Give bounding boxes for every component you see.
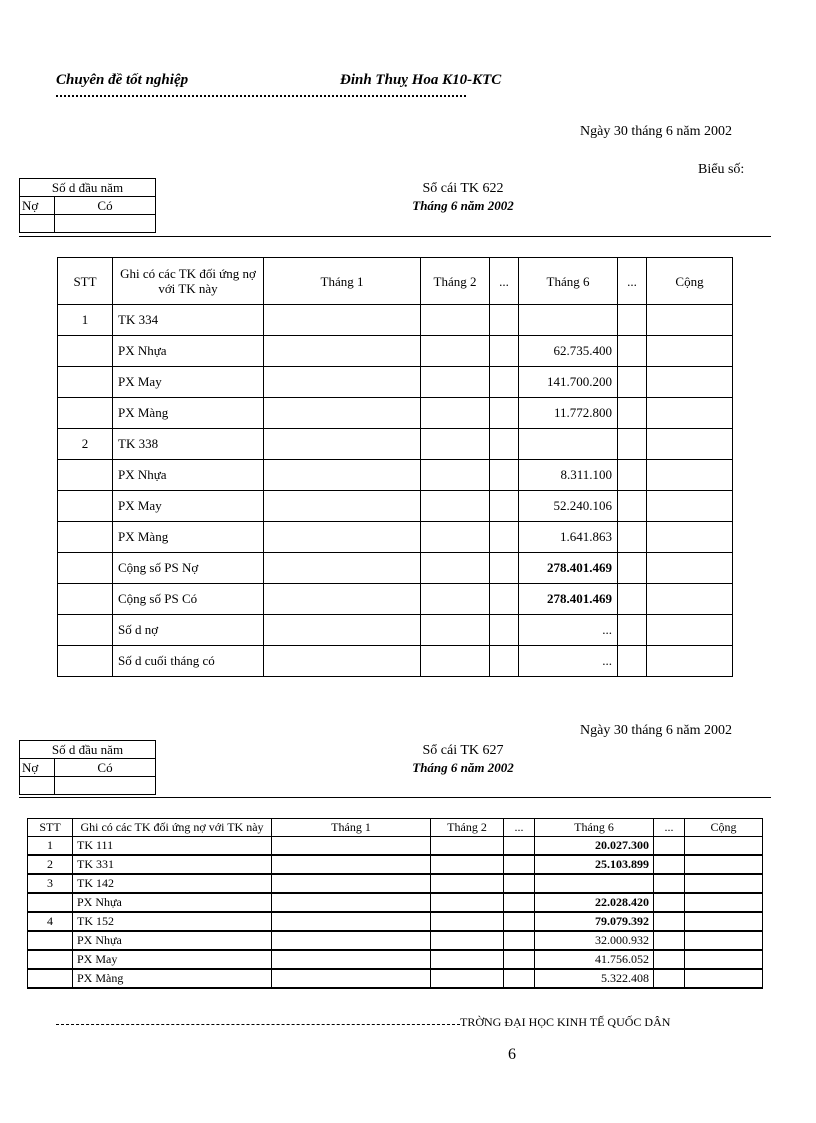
col-stt: STT <box>28 819 73 837</box>
col-account: Ghi có các TK đối ứng nợ với TK này <box>73 819 272 837</box>
row-ellipsis2 <box>618 367 647 398</box>
row-month2 <box>431 931 504 950</box>
row-ellipsis2 <box>618 646 647 677</box>
row-ellipsis2 <box>618 460 647 491</box>
row-month2 <box>421 553 490 584</box>
row-month6: 8.311.100 <box>519 460 618 491</box>
row-ellipsis1 <box>490 522 519 553</box>
row-total <box>647 305 733 336</box>
row-stt <box>58 336 113 367</box>
credit-header: Có <box>55 759 156 777</box>
opening-balance-table <box>19 178 156 233</box>
col-ellipsis2: ... <box>618 258 647 305</box>
row-account: TK 338 <box>113 429 264 460</box>
col-total: Cộng <box>685 819 763 837</box>
row-month1 <box>264 305 421 336</box>
row-stt <box>58 553 113 584</box>
col-account: Ghi có các TK đối ứng nợ với TK này <box>113 258 264 305</box>
row-ellipsis1 <box>490 336 519 367</box>
row-ellipsis1 <box>490 646 519 677</box>
row-total <box>685 874 763 893</box>
row-month1 <box>264 615 421 646</box>
row-month2 <box>421 460 490 491</box>
row-month1 <box>272 874 431 893</box>
row-month2 <box>431 855 504 874</box>
row-month6: 11.772.800 <box>519 398 618 429</box>
table-row <box>58 491 733 522</box>
row-ellipsis1 <box>490 305 519 336</box>
row-stt <box>58 491 113 522</box>
row-account: PX Màng <box>113 398 264 429</box>
row-ellipsis2 <box>618 491 647 522</box>
row-account: TK 111 <box>73 837 272 856</box>
credit-value <box>55 777 156 795</box>
row-month6: 22.028.420 <box>535 893 654 912</box>
section2-rule <box>19 797 771 798</box>
row-month1 <box>264 584 421 615</box>
header-dotted-line <box>56 95 466 97</box>
table-row <box>28 874 763 893</box>
col-total: Cộng <box>647 258 733 305</box>
col-ellipsis1: ... <box>490 258 519 305</box>
debit-header: Nợ <box>20 759 55 777</box>
row-ellipsis1 <box>490 553 519 584</box>
row-month6: 52.240.106 <box>519 491 618 522</box>
row-month1 <box>272 950 431 969</box>
footer-institution: TRỜNG ĐẠI HỌC KINH TẾ QUỐC DÂN <box>460 1015 671 1029</box>
row-total <box>647 522 733 553</box>
row-month6: ... <box>519 615 618 646</box>
row-month1 <box>264 491 421 522</box>
row-account: Cộng số PS Có <box>113 584 264 615</box>
table-row <box>28 855 763 874</box>
ledger-title-block-2 <box>380 742 546 776</box>
row-month1 <box>272 969 431 988</box>
row-account: PX Màng <box>73 969 272 988</box>
ledger-title: Sổ cái TK 627 <box>422 743 504 758</box>
row-total <box>647 491 733 522</box>
form-number-label: Biểu số: <box>698 162 745 177</box>
col-stt: STT <box>58 258 113 305</box>
row-month2 <box>421 398 490 429</box>
credit-header: Có <box>55 197 156 215</box>
row-total <box>685 837 763 856</box>
ledger-subtitle: Tháng 6 năm 2002 <box>412 760 514 775</box>
row-ellipsis1 <box>504 912 535 931</box>
table-header-row <box>28 819 763 837</box>
row-month2 <box>421 367 490 398</box>
col-ellipsis1: ... <box>504 819 535 837</box>
row-ellipsis2 <box>618 522 647 553</box>
row-stt <box>28 969 73 988</box>
table-row <box>58 522 733 553</box>
table-row <box>28 837 763 856</box>
row-month6: 32.000.932 <box>535 931 654 950</box>
row-total <box>685 969 763 988</box>
debit-value <box>20 215 55 233</box>
row-stt: 1 <box>28 837 73 856</box>
footer-dashed-line <box>56 1024 460 1025</box>
row-ellipsis2 <box>618 305 647 336</box>
row-account: PX Nhựa <box>113 460 264 491</box>
section2-date: Ngày 30 tháng 6 năm 2002 <box>580 723 733 738</box>
table-row <box>58 460 733 491</box>
row-month2 <box>431 950 504 969</box>
row-month2 <box>421 584 490 615</box>
row-month6: 62.735.400 <box>519 336 618 367</box>
table-row <box>28 931 763 950</box>
debit-value <box>20 777 55 795</box>
row-stt <box>28 931 73 950</box>
col-ellipsis2: ... <box>654 819 685 837</box>
document-header-left: Chuyên đề tốt nghiệp <box>56 72 189 88</box>
section1-rule <box>19 236 771 237</box>
row-ellipsis1 <box>490 491 519 522</box>
table-row <box>58 398 733 429</box>
row-ellipsis2 <box>654 931 685 950</box>
row-ellipsis1 <box>490 429 519 460</box>
row-ellipsis2 <box>654 837 685 856</box>
row-total <box>647 553 733 584</box>
table-row <box>58 615 733 646</box>
section1-date: Ngày 30 tháng 6 năm 2002 <box>580 124 733 139</box>
col-month2: Tháng 2 <box>431 819 504 837</box>
row-ellipsis2 <box>654 950 685 969</box>
row-ellipsis1 <box>490 584 519 615</box>
row-stt: 1 <box>58 305 113 336</box>
table-row <box>58 367 733 398</box>
row-total <box>647 429 733 460</box>
row-month2 <box>421 336 490 367</box>
row-total <box>647 367 733 398</box>
row-month6: 141.700.200 <box>519 367 618 398</box>
row-account: PX May <box>73 950 272 969</box>
row-ellipsis2 <box>654 874 685 893</box>
row-month2 <box>431 893 504 912</box>
row-ellipsis1 <box>504 931 535 950</box>
row-month2 <box>421 305 490 336</box>
row-ellipsis2 <box>618 553 647 584</box>
debit-header: Nợ <box>20 197 55 215</box>
row-month1 <box>264 398 421 429</box>
row-account: Cộng số PS Nợ <box>113 553 264 584</box>
row-account: TK 334 <box>113 305 264 336</box>
row-account: PX Màng <box>113 522 264 553</box>
row-account: PX May <box>113 491 264 522</box>
row-stt <box>58 398 113 429</box>
row-month2 <box>421 615 490 646</box>
row-total <box>685 931 763 950</box>
row-month1 <box>264 429 421 460</box>
table-row <box>28 969 763 988</box>
row-ellipsis1 <box>490 460 519 491</box>
document-header-right: Đinh Thuỵ Hoa K10-KTC <box>340 72 502 88</box>
row-month1 <box>264 367 421 398</box>
row-month1 <box>264 460 421 491</box>
row-ellipsis2 <box>654 893 685 912</box>
row-month2 <box>421 522 490 553</box>
row-stt <box>58 460 113 491</box>
row-month1 <box>272 893 431 912</box>
table-row <box>28 893 763 912</box>
row-ellipsis1 <box>504 855 535 874</box>
row-month1 <box>264 336 421 367</box>
col-month1: Tháng 1 <box>264 258 421 305</box>
row-month6: 79.079.392 <box>535 912 654 931</box>
credit-value <box>55 215 156 233</box>
row-month6: 1.641.863 <box>519 522 618 553</box>
ledger-title: Sổ cái TK 622 <box>422 181 504 196</box>
row-account: PX Nhựa <box>113 336 264 367</box>
row-ellipsis1 <box>504 837 535 856</box>
table-row <box>58 336 733 367</box>
row-account: PX Nhựa <box>73 931 272 950</box>
row-month6: 5.322.408 <box>535 969 654 988</box>
row-month6 <box>535 874 654 893</box>
table-row <box>28 950 763 969</box>
row-month6: ... <box>519 646 618 677</box>
row-month6: 20.027.300 <box>535 837 654 856</box>
table-row <box>58 553 733 584</box>
row-month6: 25.103.899 <box>535 855 654 874</box>
opening-balance-title: Số d đầu năm <box>20 179 156 197</box>
table-row <box>58 305 733 336</box>
table-row <box>58 584 733 615</box>
row-ellipsis1 <box>504 893 535 912</box>
row-stt: 4 <box>28 912 73 931</box>
row-total <box>647 460 733 491</box>
row-month1 <box>272 837 431 856</box>
row-account: PX Nhựa <box>73 893 272 912</box>
row-month1 <box>272 912 431 931</box>
row-stt <box>28 950 73 969</box>
row-stt <box>58 646 113 677</box>
row-month1 <box>264 646 421 677</box>
row-month2 <box>431 874 504 893</box>
ledger-title-block <box>380 180 546 214</box>
row-ellipsis1 <box>504 874 535 893</box>
row-month2 <box>421 429 490 460</box>
row-month6 <box>519 429 618 460</box>
row-ellipsis2 <box>654 912 685 931</box>
row-total <box>647 398 733 429</box>
row-ellipsis2 <box>654 855 685 874</box>
ledger-subtitle: Tháng 6 năm 2002 <box>412 198 514 213</box>
col-month2: Tháng 2 <box>421 258 490 305</box>
row-month6: 41.756.052 <box>535 950 654 969</box>
row-stt <box>58 584 113 615</box>
ledger-table-622 <box>57 257 733 677</box>
row-ellipsis2 <box>618 429 647 460</box>
table-row <box>28 912 763 931</box>
row-account: TK 152 <box>73 912 272 931</box>
row-stt: 2 <box>58 429 113 460</box>
row-ellipsis1 <box>504 950 535 969</box>
row-stt <box>58 522 113 553</box>
row-stt: 3 <box>28 874 73 893</box>
row-total <box>647 336 733 367</box>
row-ellipsis1 <box>490 398 519 429</box>
row-stt <box>28 893 73 912</box>
row-month1 <box>264 522 421 553</box>
row-month1 <box>272 855 431 874</box>
row-ellipsis1 <box>504 969 535 988</box>
row-month6: 278.401.469 <box>519 553 618 584</box>
row-total <box>685 893 763 912</box>
row-stt <box>58 615 113 646</box>
row-month6: 278.401.469 <box>519 584 618 615</box>
row-total <box>647 615 733 646</box>
opening-balance-table-2 <box>19 740 156 795</box>
row-ellipsis1 <box>490 367 519 398</box>
row-month1 <box>264 553 421 584</box>
row-month2 <box>421 646 490 677</box>
row-stt: 2 <box>28 855 73 874</box>
row-ellipsis2 <box>618 336 647 367</box>
row-month2 <box>431 837 504 856</box>
row-total <box>647 646 733 677</box>
table-row <box>58 646 733 677</box>
table-row <box>58 429 733 460</box>
row-total <box>685 912 763 931</box>
row-month2 <box>431 969 504 988</box>
row-stt <box>58 367 113 398</box>
row-account: Số d cuối tháng có <box>113 646 264 677</box>
col-month6: Tháng 6 <box>519 258 618 305</box>
ledger-table-627 <box>27 818 763 989</box>
row-month2 <box>421 491 490 522</box>
row-month2 <box>431 912 504 931</box>
row-account: TK 142 <box>73 874 272 893</box>
row-ellipsis1 <box>490 615 519 646</box>
row-account: TK 331 <box>73 855 272 874</box>
opening-balance-title: Số d đầu năm <box>20 741 156 759</box>
row-ellipsis2 <box>654 969 685 988</box>
row-total <box>685 950 763 969</box>
row-month6 <box>519 305 618 336</box>
row-account: Số d nợ <box>113 615 264 646</box>
row-month1 <box>272 931 431 950</box>
row-ellipsis2 <box>618 615 647 646</box>
row-ellipsis2 <box>618 398 647 429</box>
col-month1: Tháng 1 <box>272 819 431 837</box>
col-month6: Tháng 6 <box>535 819 654 837</box>
row-account: PX May <box>113 367 264 398</box>
page-number: 6 <box>508 1046 516 1063</box>
row-total <box>685 855 763 874</box>
table-header-row <box>58 258 733 305</box>
row-total <box>647 584 733 615</box>
row-ellipsis2 <box>618 584 647 615</box>
